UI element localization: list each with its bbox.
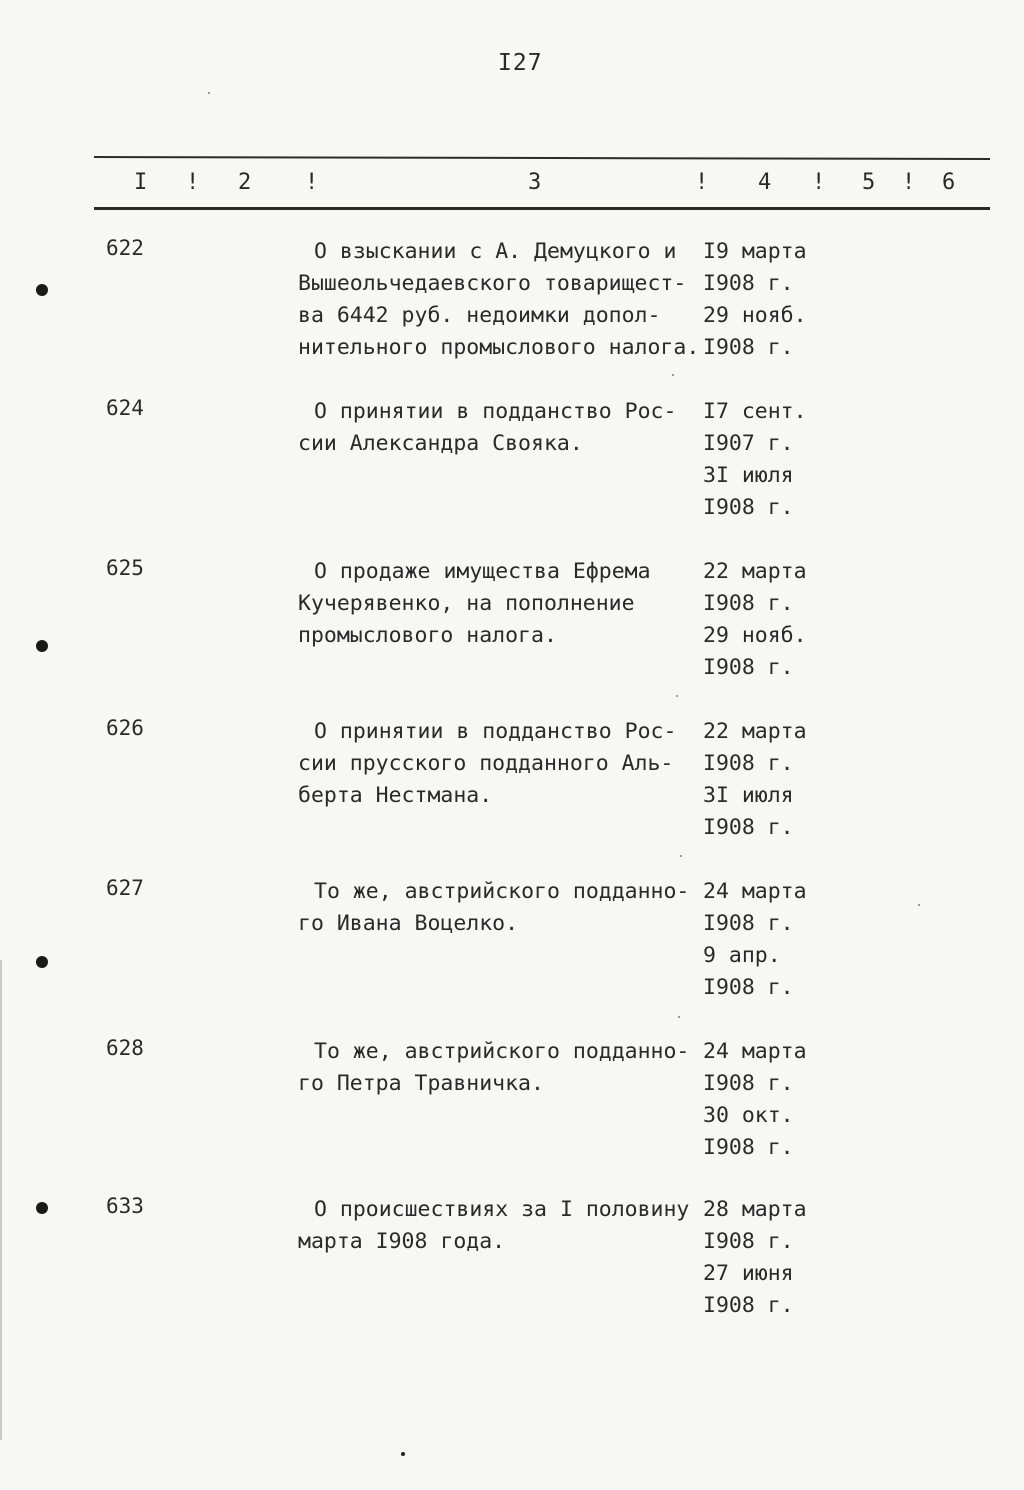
entry-title bbox=[298, 1036, 708, 1100]
entry-date-line: 3I июля bbox=[703, 463, 794, 488]
entry-number: 625 bbox=[106, 556, 144, 580]
page-number: I27 bbox=[498, 50, 543, 76]
entry-title-line: То же, австрийского подданно- bbox=[314, 879, 690, 904]
entry-date-line: I908 г. bbox=[703, 815, 794, 840]
entry-date-line: I7 сент. bbox=[703, 399, 807, 424]
entry-date-line: 22 марта bbox=[703, 559, 807, 584]
entry-date-line: I908 г. bbox=[703, 655, 794, 680]
entry-title bbox=[298, 236, 708, 364]
punch-hole bbox=[36, 284, 48, 296]
column-separator: ! bbox=[305, 170, 319, 195]
entry-date-line: I908 г. bbox=[703, 1293, 794, 1318]
register-entry bbox=[0, 1036, 1024, 1186]
entry-title bbox=[298, 1194, 708, 1258]
entry-dates bbox=[703, 396, 843, 524]
entry-dates bbox=[703, 556, 843, 684]
entry-dates bbox=[703, 1036, 843, 1164]
entry-date-line: I908 г. bbox=[703, 591, 794, 616]
entry-date-line: 29 нояб. bbox=[703, 623, 807, 648]
column-separator: ! bbox=[902, 170, 916, 195]
register-entry bbox=[0, 1194, 1024, 1344]
scan-speck bbox=[676, 695, 678, 697]
column-header-2: 2 bbox=[238, 170, 252, 195]
entry-date-line: I908 г. bbox=[703, 335, 794, 360]
punch-hole bbox=[36, 640, 48, 652]
entry-number: 633 bbox=[106, 1194, 144, 1218]
entry-date-line: I908 г. bbox=[703, 495, 794, 520]
entry-title-line: О взыскании с А. Демуцкого и bbox=[314, 239, 677, 264]
column-header-5: 5 bbox=[862, 170, 876, 195]
entry-date-line: I908 г. bbox=[703, 1229, 794, 1254]
entry-title bbox=[298, 716, 708, 812]
register-entry bbox=[0, 716, 1024, 866]
entry-number: 622 bbox=[106, 236, 144, 260]
scan-speck bbox=[672, 374, 674, 376]
column-separator: ! bbox=[186, 170, 200, 195]
entry-number: 624 bbox=[106, 396, 144, 420]
entry-title-line: О происшествиях за I половину bbox=[314, 1197, 690, 1222]
entry-dates bbox=[703, 236, 843, 364]
entry-title-line: Кучерявенко, на пополнение bbox=[298, 591, 635, 616]
register-entry bbox=[0, 236, 1024, 386]
entry-number: 628 bbox=[106, 1036, 144, 1060]
paper-edge bbox=[0, 960, 2, 1440]
scan-speck bbox=[680, 855, 682, 857]
scan-speck bbox=[208, 92, 210, 94]
column-separator: ! bbox=[812, 170, 826, 195]
entry-number: 627 bbox=[106, 876, 144, 900]
entry-title-line: сии Александра Своякa. bbox=[298, 431, 583, 456]
entry-date-line: I908 г. bbox=[703, 1071, 794, 1096]
entry-title-line: Вышеольчедаевского товарищест- bbox=[298, 271, 687, 296]
entry-title-line: го Ивана Воцелко. bbox=[298, 911, 519, 936]
entry-title-line: марта I908 года. bbox=[298, 1229, 506, 1254]
entry-title-line: сии прусского подданного Аль- bbox=[298, 751, 674, 776]
column-header-6: 6 bbox=[942, 170, 956, 195]
entry-dates bbox=[703, 876, 843, 1004]
entry-title-line: берта Нестмана. bbox=[298, 783, 493, 808]
register-entry bbox=[0, 556, 1024, 706]
punch-hole bbox=[36, 1202, 48, 1214]
entry-date-line: 9 апр. bbox=[703, 943, 781, 968]
entry-title-line: О принятии в подданство Рос- bbox=[314, 719, 677, 744]
entry-date-line: I908 г. bbox=[703, 1135, 794, 1160]
entry-title bbox=[298, 396, 708, 460]
entry-date-line: 27 июня bbox=[703, 1261, 794, 1286]
entry-title-line: О принятии в подданство Рос- bbox=[314, 399, 677, 424]
column-header-3: 3 bbox=[528, 170, 542, 195]
entry-date-line: I908 г. bbox=[703, 751, 794, 776]
punch-hole bbox=[36, 956, 48, 968]
entry-title-line: го Петра Травничка. bbox=[298, 1071, 544, 1096]
entry-title bbox=[298, 876, 708, 940]
entry-date-line: I9 марта bbox=[703, 239, 807, 264]
entry-date-line: 24 марта bbox=[703, 879, 807, 904]
entry-number: 626 bbox=[106, 716, 144, 740]
entry-title-line: нительного промыслового налога. bbox=[298, 335, 700, 360]
register-entry bbox=[0, 876, 1024, 1026]
column-header-1: I bbox=[134, 170, 148, 195]
entry-date-line: 30 окт. bbox=[703, 1103, 794, 1128]
entry-date-line: 29 нояб. bbox=[703, 303, 807, 328]
entry-title bbox=[298, 556, 708, 652]
entry-date-line: I908 г. bbox=[703, 975, 794, 1000]
entry-title-line: То же, австрийского подданно- bbox=[314, 1039, 690, 1064]
entry-dates bbox=[703, 1194, 843, 1322]
header-rule-bottom bbox=[94, 207, 990, 210]
scan-speck bbox=[401, 1452, 405, 1456]
column-separator: ! bbox=[695, 170, 709, 195]
entry-date-line: 24 марта bbox=[703, 1039, 807, 1064]
register-entry bbox=[0, 396, 1024, 546]
entry-date-line: 28 марта bbox=[703, 1197, 807, 1222]
entry-date-line: I907 г. bbox=[703, 431, 794, 456]
entry-dates bbox=[703, 716, 843, 844]
entry-title-line: О продаже имущества Ефрема bbox=[314, 559, 651, 584]
entry-date-line: I908 г. bbox=[703, 271, 794, 296]
entry-date-line: I908 г. bbox=[703, 911, 794, 936]
entry-title-line: промыслового налога. bbox=[298, 623, 557, 648]
column-header-4: 4 bbox=[758, 170, 772, 195]
header-rule-top bbox=[94, 156, 990, 160]
scan-speck bbox=[918, 904, 920, 906]
entry-date-line: 22 марта bbox=[703, 719, 807, 744]
entry-date-line: 3I июля bbox=[703, 783, 794, 808]
scan-speck bbox=[678, 1016, 680, 1018]
entry-title-line: ва 6442 руб. недоимки допол- bbox=[298, 303, 661, 328]
